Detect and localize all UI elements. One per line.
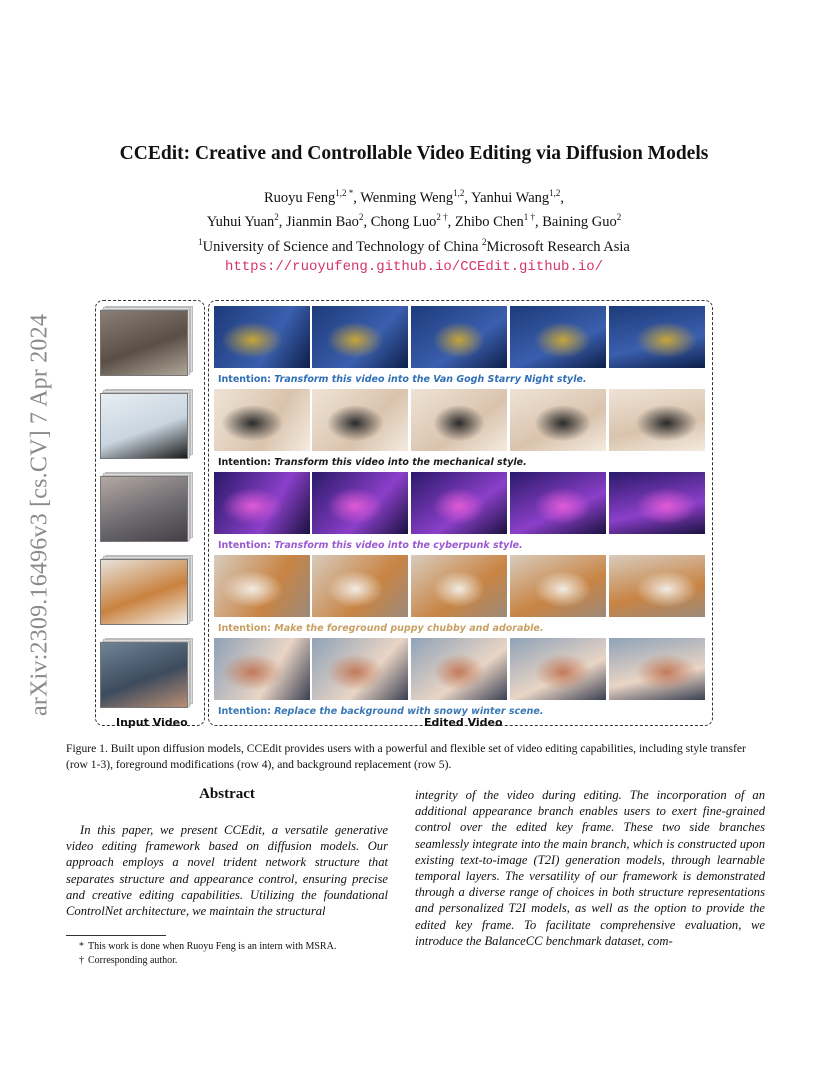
abstract-right-column: integrity of the video during editing. The incorporation of an additional appearance branch enables users to exert fine-grained control over the edited key frame. These two side branches seamlessly integrate into the main branch, which is constructed upon existing text-to-image (T2I) generation models, through learnable temporal layers. The versatility of our framework is demonstrated through a diverse range of choices in both structure representations and personalized T2I models, as well as the option to provide the edited key frame. To facilitate comprehensive evaluation, we introduce the BalanceCC benchmark dataset, com-	[415, 788, 765, 948]
edited-frame-thumbnail	[214, 638, 310, 700]
intention-caption	[218, 623, 543, 634]
input-frame-stack	[100, 472, 190, 540]
edited-frame-thumbnail	[214, 306, 310, 368]
edited-frame-thumbnail	[312, 306, 408, 368]
abstract-heading: Abstract	[199, 786, 255, 802]
arxiv-identifier: arXiv:2309.16496v3 [cs.CV] 7 Apr 2024	[26, 313, 53, 717]
intention-text: Transform this video into the mechanical style.	[274, 457, 527, 468]
edited-frame-thumbnail	[411, 389, 507, 451]
abstract-left-column: In this paper, we present CCEdit, a versatile generative video editing framework based on diffusion models. Our approach employs a novel trident network structure that separates structure and appearance control, ensuring precise and creative editing capabilities. Utilizing the foundational ControlNet architecture, we maintain the structural	[66, 823, 388, 919]
edited-frame-thumbnail	[609, 472, 705, 534]
intention-caption	[218, 540, 523, 551]
author-line-2: Yuhui Yuan$^2$, Jianmin Bao$^2$, Chong Luo$^{2 \dagger}$, Zhibo Chen$^{1 \dagger}$, Baining Guo$^2$	[206, 212, 622, 231]
intention-text: Make the foreground puppy chubby and adorable.	[274, 623, 544, 634]
intention-caption	[218, 457, 527, 468]
author-line-1: Ruoyu Feng$^{1,2 *}$, Wenming Weng$^{1,2}$, Yanhui Wang$^{1,2}$,	[263, 188, 565, 206]
edited-frame-thumbnail	[609, 555, 705, 617]
edited-frame-thumbnail	[411, 638, 507, 700]
affiliations: $^1$University of Science and Technology of China $^2$Microsoft Research Asia	[198, 236, 630, 255]
edited-frame-thumbnail	[411, 555, 507, 617]
input-frame-thumbnail	[100, 310, 188, 376]
edited-frame-thumbnail	[312, 472, 408, 534]
intention-prefix: Intention:	[218, 623, 275, 634]
input-frame-thumbnail	[100, 393, 188, 459]
input-frame-stack	[100, 389, 190, 457]
edited-frame-thumbnail	[510, 638, 606, 700]
edited-frame-thumbnail	[411, 306, 507, 368]
input-frame-thumbnail	[100, 642, 188, 708]
input-frame-stack	[100, 306, 190, 374]
input-frame-stack	[100, 638, 190, 706]
intention-caption	[218, 374, 587, 385]
footnote-rule	[66, 935, 166, 936]
input-frame-thumbnail	[100, 476, 188, 542]
figure-caption: Figure 1. Built upon diffusion models, CCEdit provides users with a powerful and flexible set of video editing capabilities, including style transfer (row 1-3), foreground modifications (row 4), and background replacement (row 5).	[66, 742, 746, 771]
edited-frame-thumbnail	[312, 389, 408, 451]
input-frame-stack	[100, 555, 190, 623]
edited-frame-thumbnail	[214, 555, 310, 617]
edited-frame-thumbnail	[510, 472, 606, 534]
edited-frame-thumbnail	[510, 389, 606, 451]
edited-frame-thumbnail	[312, 555, 408, 617]
edited-frame-thumbnail	[609, 306, 705, 368]
edited-frame-thumbnail	[214, 389, 310, 451]
intention-text: Replace the background with snowy winter scene.	[274, 706, 544, 717]
intention-text: Transform this video into the Van Gogh Starry Night style.	[274, 374, 587, 385]
paper-title: CCEdit: Creative and Controllable Video Editing via Diffusion Models	[119, 143, 709, 164]
edited-frame-thumbnail	[510, 555, 606, 617]
edited-frame-thumbnail	[214, 472, 310, 534]
intention-prefix: Intention:	[218, 540, 275, 551]
project-url[interactable]: https://ruoyufeng.github.io/CCEdit.github.io/	[224, 258, 604, 275]
intention-text: Transform this video into the cyberpunk style.	[274, 540, 523, 551]
author-block	[0, 184, 828, 277]
input-video-label: Input Video	[116, 716, 188, 729]
edited-frame-thumbnail	[609, 389, 705, 451]
edited-frame-thumbnail	[510, 306, 606, 368]
intention-prefix: Intention:	[218, 457, 275, 468]
edited-frame-thumbnail	[609, 638, 705, 700]
edited-frame-thumbnail	[312, 638, 408, 700]
footnote-2: † Corresponding author.	[79, 955, 178, 966]
footnote-1: * This work is done when Ruoyu Feng is an intern with MSRA.	[79, 941, 337, 952]
edited-frame-thumbnail	[411, 472, 507, 534]
input-frame-thumbnail	[100, 559, 188, 625]
edited-video-label: Edited Video	[424, 716, 503, 729]
intention-prefix: Intention:	[218, 706, 275, 717]
intention-prefix: Intention:	[218, 374, 275, 385]
